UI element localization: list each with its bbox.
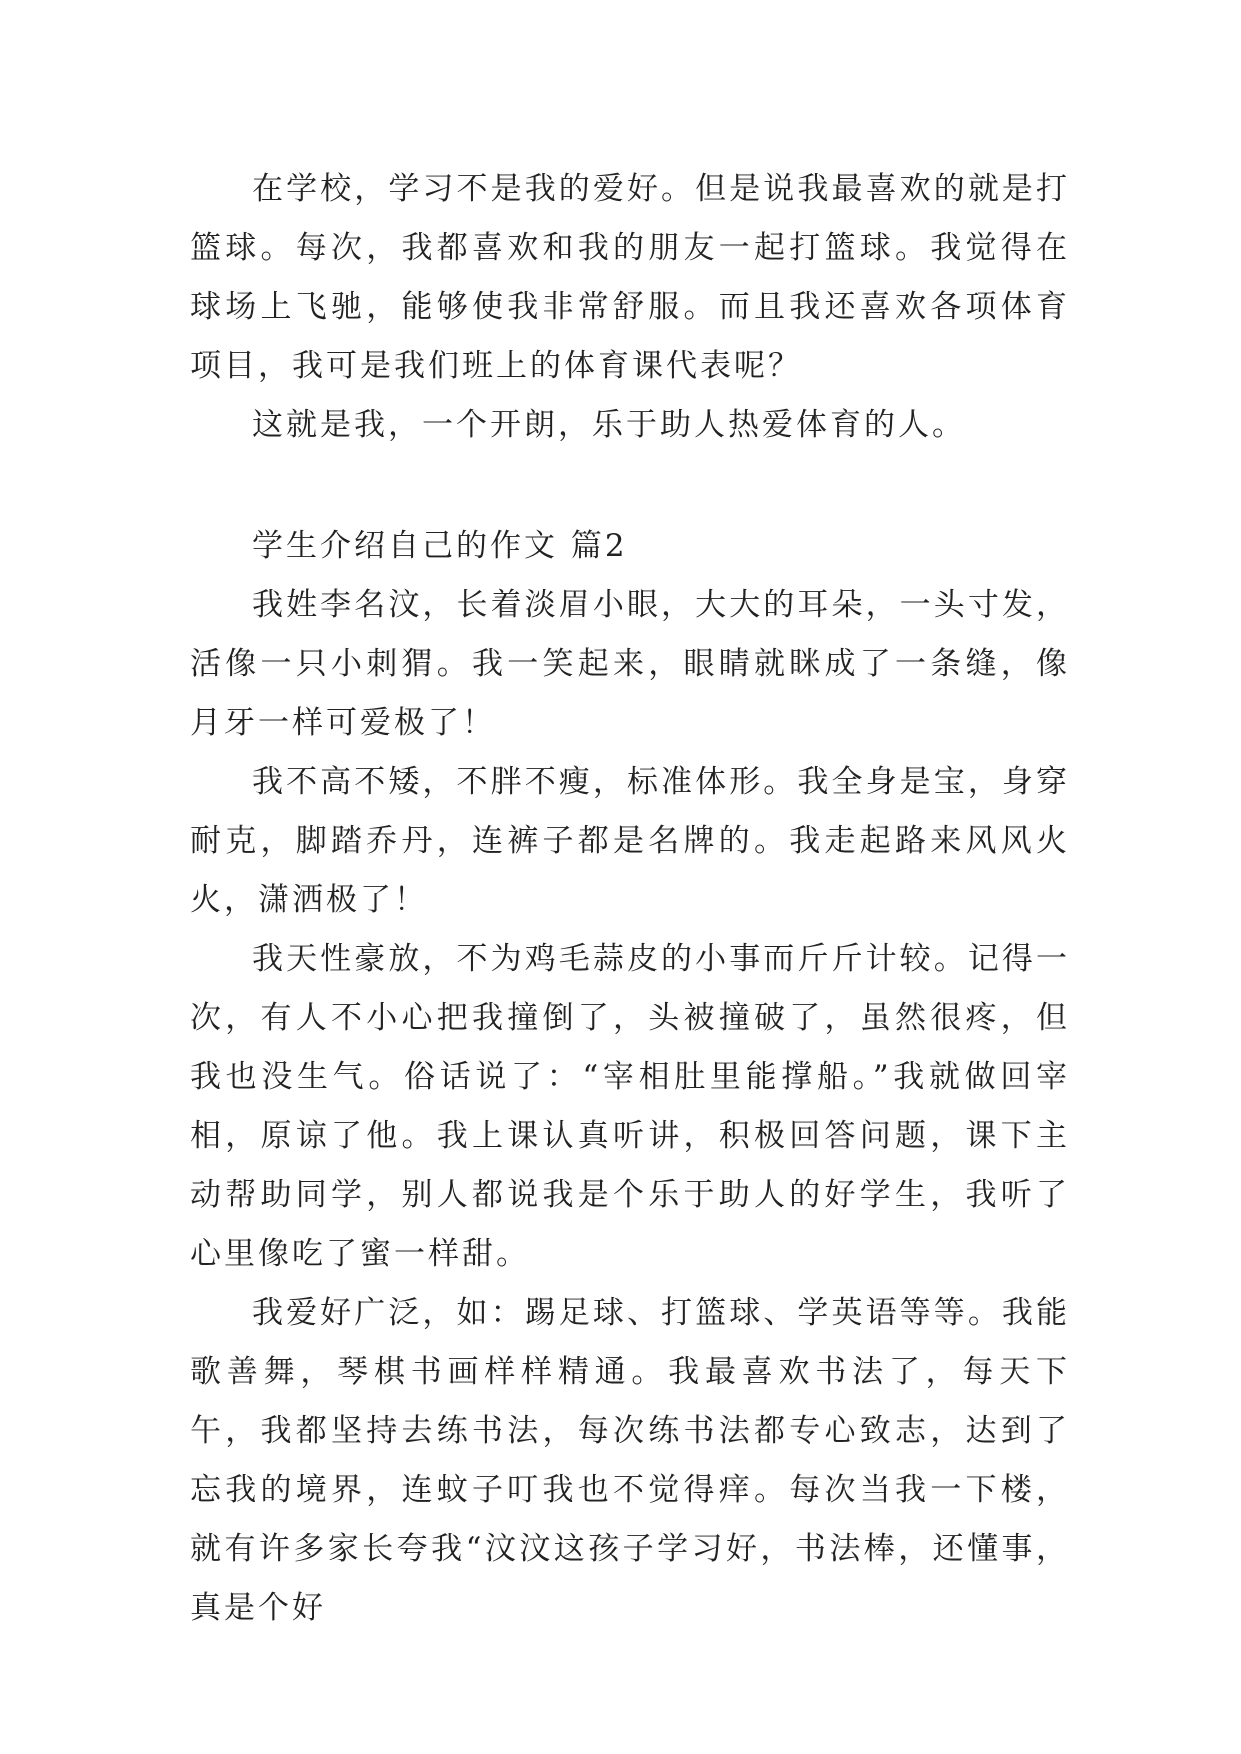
paragraph-basketball: 在学校，学习不是我的爱好。但是说我最喜欢的就是打篮球。每次，我都喜欢和我的朋友一起打篮球。我觉得在球场上飞驰，能够使我非常舒服。而且我还喜欢各项体育项目，我可是我们班上的体育课代表呢？ [190, 171, 1070, 384]
document-body [190, 160, 1070, 1638]
paragraph-summary: 这就是我，一个开朗，乐于助人热爱体育的人。 [252, 407, 966, 443]
paragraph-appearance: 我姓李名汶，长着淡眉小眼，大大的耳朵，一头寸发，活像一只小刺猬。我一笑起来，眼睛就眯成了一条缝，像月牙一样可爱极了！ [190, 587, 1070, 741]
paragraph-hobbies: 我爱好广泛，如：踢足球、打篮球、学英语等等。我能歌善舞，琴棋书画样样精通。我最喜欢书法了，每天下午，我都坚持去练书法，每次练书法都专心致志，达到了忘我的境界，连蚊子叮我也不觉得痒。每次当我一下楼，就有许多家长夸我“汶汶这孩子学习好，书法棒，还懂事，真是个好 [190, 1295, 1070, 1626]
section-heading: 学生介绍自己的作文 篇2 [252, 528, 628, 564]
paragraph-figure: 我不高不矮，不胖不瘦，标准体形。我全身是宝，身穿耐克，脚踏乔丹，连裤子都是名牌的。我走起路来风风火火，潇洒极了！ [190, 764, 1070, 918]
paragraph-personality: 我天性豪放，不为鸡毛蒜皮的小事而斤斤计较。记得一次，有人不小心把我撞倒了，头被撞破了，虽然很疼，但我也没生气。俗话说了：“宰相肚里能撑船。”我就做回宰相，原谅了他。我上课认真听讲，积极回答问题，课下主动帮助同学，别人都说我是个乐于助人的好学生，我听了心里像吃了蜜一样甜。 [190, 941, 1070, 1272]
